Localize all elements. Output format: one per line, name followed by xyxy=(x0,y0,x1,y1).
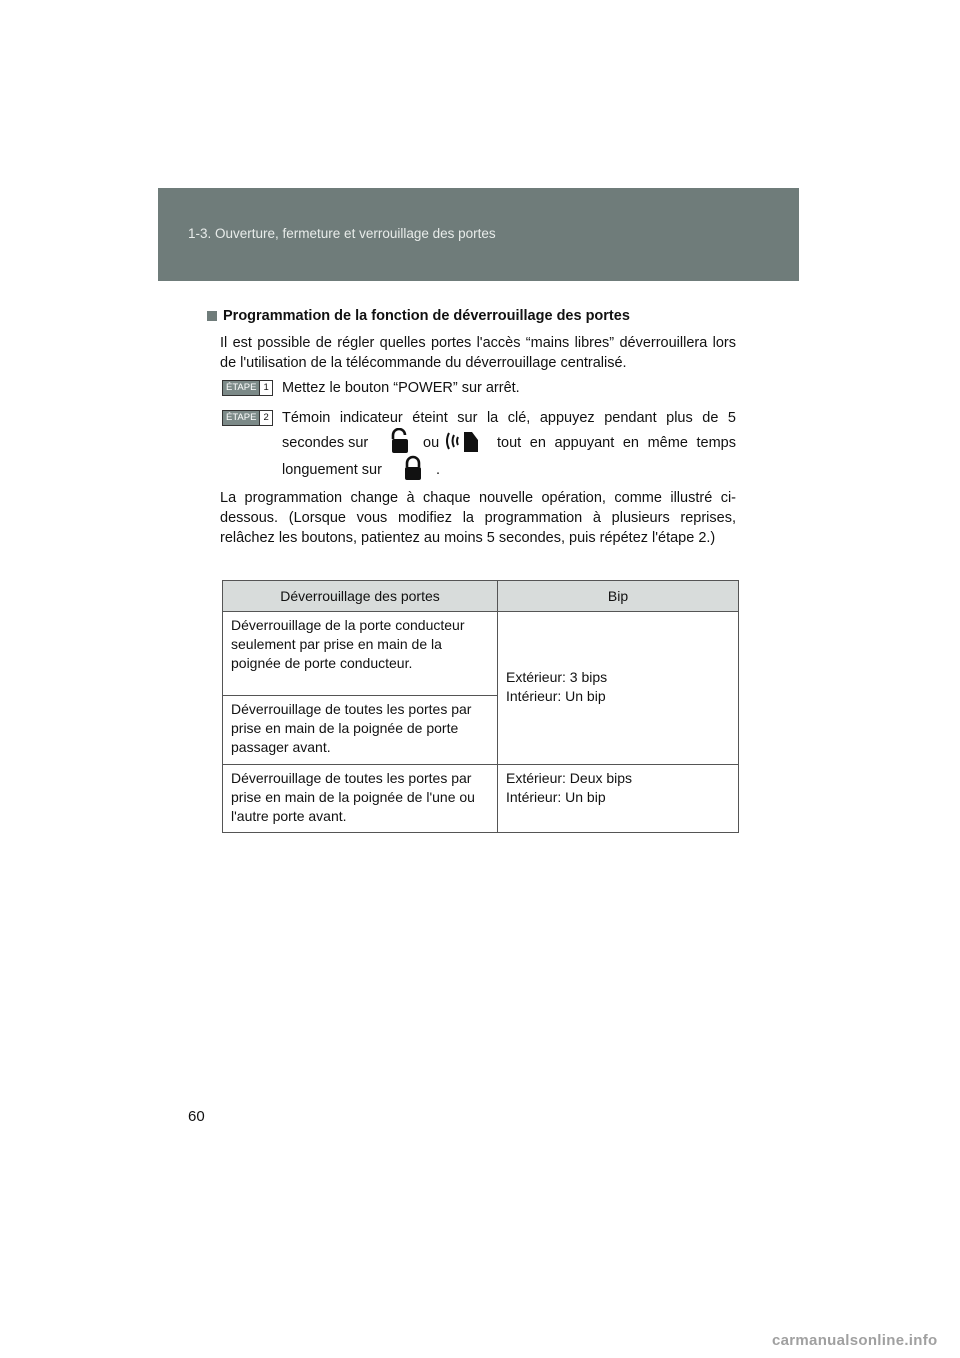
table-row xyxy=(223,612,739,696)
table-cell-door: Déverrouillage de toutes les portes par prise en main de la poignée de l'une ou l'autre porte avant. xyxy=(223,765,498,833)
table-cell-bip xyxy=(498,765,739,833)
step-2-line-1: Témoin indicateur éteint sur la clé, appuyez pendant plus de 5 xyxy=(282,410,736,426)
table-cell-bip-shared xyxy=(498,612,739,765)
body-paragraph: La programmation change à chaque nouvelle opération, comme illustré ci-dessous. (Lorsque vous modifiez la programmation à plusieurs reprises, relâchez les boutons, patientez au moins 5 secondes, puis répétez l'étape 2.) xyxy=(220,490,736,546)
square-bullet-icon xyxy=(207,311,217,321)
section-title xyxy=(207,308,630,324)
bip-interior: Intérieur: Un bip xyxy=(506,789,606,805)
bip-exterior: Extérieur: 3 bips xyxy=(506,669,608,685)
watermark-text: carmanualsonline.info xyxy=(772,1332,938,1349)
lock-icon xyxy=(403,455,423,481)
intro-paragraph: Il est possible de régler quelles portes l'accès “mains libres” déverrouillera lors de l'utilisation de la télécommande du déverrouillage centralisé. xyxy=(220,335,736,371)
chapter-header xyxy=(158,188,799,281)
step-2-line-3b: . xyxy=(436,462,441,478)
page-number: 60 xyxy=(188,1108,205,1125)
step-1-badge: ÉTAPE 1 xyxy=(222,380,273,396)
unlock-icon xyxy=(389,428,411,454)
chapter-title: 1-3. Ouverture, fermeture et verrouillage des portes xyxy=(188,226,496,241)
trunk-icon xyxy=(444,428,480,454)
table-header-bip: Bip xyxy=(498,581,739,612)
table-row xyxy=(223,765,739,833)
section-title-text: Programmation de la fonction de déverrouillage des portes xyxy=(223,308,630,324)
step-2-badge: ÉTAPE 2 xyxy=(222,410,273,426)
bip-exterior: Extérieur: Deux bips xyxy=(506,770,633,786)
step-1-text: Mettez le bouton “POWER” sur arrêt. xyxy=(282,380,520,396)
table-header-door: Déverrouillage des portes xyxy=(223,581,498,612)
table-cell-door: Déverrouillage de la porte conducteur seulement par prise en main de la poignée de porte conducteur. xyxy=(223,612,498,696)
bip-interior: Intérieur: Un bip xyxy=(506,688,606,704)
programming-table xyxy=(222,580,739,833)
step-2-line-3a: longuement sur xyxy=(282,462,382,478)
step-2-line-2b: ou xyxy=(423,435,440,451)
table-cell-door: Déverrouillage de toutes les portes par prise en main de la poignée de porte passager avant. xyxy=(223,696,498,765)
step-2-line-2c: tout en appuyant en même temps xyxy=(497,435,736,451)
step-2-line-2a: secondes sur xyxy=(282,435,369,451)
